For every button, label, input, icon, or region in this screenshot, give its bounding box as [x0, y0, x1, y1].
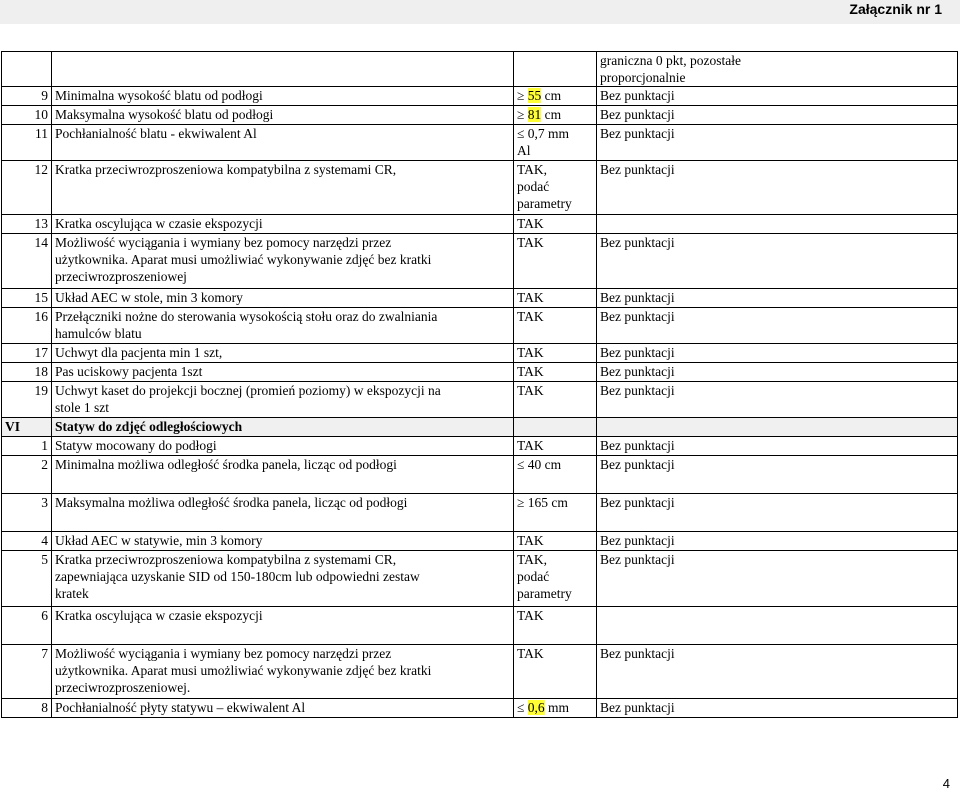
row-requirement: ≥ 55 cm: [514, 87, 597, 106]
row-evaluation: Bez punktacji: [597, 363, 958, 382]
table-row: [2, 363, 958, 382]
row-number: 9: [2, 87, 52, 106]
section-title: Statyw do zdjęć odległościowych: [52, 418, 514, 437]
row-requirement: ≤ 40 cm: [514, 456, 597, 494]
table-row: [2, 494, 958, 532]
row-description: Pochłanialność płyty statywu – ekwiwalent Al: [52, 699, 514, 718]
row-description: Pochłanialność blatu - ekwiwalent Al: [52, 125, 514, 161]
table-row: [2, 215, 958, 234]
row-requirement: TAK: [514, 344, 597, 363]
row-description: Statyw mocowany do podłogi: [52, 437, 514, 456]
row-description: Kratka przeciwrozproszeniowa kompatybilna z systemami CR, zapewniająca uzyskanie SID od 150-180cm lub odpowiedni zestaw kratek: [52, 551, 514, 607]
row-description: Możliwość wyciągania i wymiany bez pomocy narzędzi przez użytkownika. Aparat musi umożliwiać wykonywanie zdjęć bez kratki przeciwrozproszeniowej.: [52, 645, 514, 699]
row-evaluation: Bez punktacji: [597, 344, 958, 363]
row-number: 2: [2, 456, 52, 494]
table-row: [2, 551, 958, 607]
row-evaluation: Bez punktacji: [597, 699, 958, 718]
table-row: [2, 437, 958, 456]
row-description: Uchwyt dla pacjenta min 1 szt,: [52, 344, 514, 363]
row-description: Kratka przeciwrozproszeniowa kompatybilna z systemami CR,: [52, 161, 514, 215]
row-number: 18: [2, 363, 52, 382]
specification-table: [1, 51, 958, 718]
table-row: [2, 161, 958, 215]
row-requirement: TAK, podać parametry: [514, 161, 597, 215]
row-requirement: TAK: [514, 645, 597, 699]
row-number: 3: [2, 494, 52, 532]
row-evaluation: Bez punktacji: [597, 551, 958, 607]
row-evaluation: Bez punktacji: [597, 87, 958, 106]
row-description: Przełączniki nożne do sterowania wysokością stołu oraz do zwalniania hamulców blatu: [52, 308, 514, 344]
row-description: Pas uciskowy pacjenta 1szt: [52, 363, 514, 382]
row-evaluation: Bez punktacji: [597, 308, 958, 344]
row-requirement: ≤ 0,7 mm Al: [514, 125, 597, 161]
row-evaluation: Bez punktacji: [597, 645, 958, 699]
row-evaluation: [597, 607, 958, 645]
eval-cell: graniczna 0 pkt, pozostałe proporcjonalnie: [597, 52, 958, 87]
row-evaluation: Bez punktacji: [597, 382, 958, 418]
table-row: [2, 289, 958, 308]
row-number: 1: [2, 437, 52, 456]
page-header: [0, 0, 960, 24]
highlighted-value: 0,6: [527, 700, 545, 715]
row-number: 15: [2, 289, 52, 308]
row-description: Układ AEC w stole, min 3 komory: [52, 289, 514, 308]
table-row: [2, 87, 958, 106]
row-number: 7: [2, 645, 52, 699]
highlighted-value: 81: [527, 107, 542, 122]
attachment-title: Załącznik nr 1: [849, 1, 942, 17]
row-description: Kratka oscylująca w czasie ekspozycji: [52, 215, 514, 234]
row-description: Kratka oscylująca w czasie ekspozycji: [52, 607, 514, 645]
row-evaluation: Bez punktacji: [597, 161, 958, 215]
row-evaluation: Bez punktacji: [597, 289, 958, 308]
table-row: [2, 344, 958, 363]
row-number: 10: [2, 106, 52, 125]
section-header-row: [2, 418, 958, 437]
row-requirement: TAK: [514, 289, 597, 308]
row-number: 16: [2, 308, 52, 344]
row-requirement: TAK: [514, 234, 597, 289]
row-number: 6: [2, 607, 52, 645]
row-requirement: TAK: [514, 382, 597, 418]
row-description: Uchwyt kaset do projekcji bocznej (promień poziomy) w ekspozycji na stole 1 szt: [52, 382, 514, 418]
table-row: [2, 234, 958, 289]
row-requirement: TAK: [514, 215, 597, 234]
table-row: [2, 308, 958, 344]
table-row: [2, 382, 958, 418]
row-number: 12: [2, 161, 52, 215]
row-requirement: TAK: [514, 532, 597, 551]
row-description: Układ AEC w statywie, min 3 komory: [52, 532, 514, 551]
row-requirement: TAK: [514, 437, 597, 456]
section-number: VI: [2, 418, 52, 437]
table-row: [2, 532, 958, 551]
row-requirement: ≤ 0,6 mm: [514, 699, 597, 718]
row-number: 19: [2, 382, 52, 418]
table-row: [2, 125, 958, 161]
row-requirement: ≥ 81 cm: [514, 106, 597, 125]
row-number: 14: [2, 234, 52, 289]
row-description: Możliwość wyciągania i wymiany bez pomocy narzędzi przez użytkownika. Aparat musi umożliwiać wykonywanie zdjęć bez kratki przeciwrozproszeniowej: [52, 234, 514, 289]
row-number: 4: [2, 532, 52, 551]
row-requirement: TAK, podać parametry: [514, 551, 597, 607]
row-evaluation: Bez punktacji: [597, 456, 958, 494]
row-requirement: TAK: [514, 363, 597, 382]
row-number: 17: [2, 344, 52, 363]
row-evaluation: [597, 215, 958, 234]
table-row: [2, 607, 958, 645]
row-description: Maksymalna wysokość blatu od podłogi: [52, 106, 514, 125]
table-row: [2, 699, 958, 718]
row-requirement: TAK: [514, 308, 597, 344]
row-description: Minimalna możliwa odległość środka panela, licząc od podłogi: [52, 456, 514, 494]
row-evaluation: Bez punktacji: [597, 494, 958, 532]
row-requirement: ≥ 165 cm: [514, 494, 597, 532]
page-number: 4: [942, 776, 950, 791]
row-number: 5: [2, 551, 52, 607]
row-number: 8: [2, 699, 52, 718]
row-description: Minimalna wysokość blatu od podłogi: [52, 87, 514, 106]
row-number: 11: [2, 125, 52, 161]
row-number: 13: [2, 215, 52, 234]
row-evaluation: Bez punktacji: [597, 532, 958, 551]
highlighted-value: 55: [527, 88, 542, 103]
table-row: [2, 456, 958, 494]
table-row-continuation: [2, 52, 958, 87]
row-evaluation: Bez punktacji: [597, 125, 958, 161]
row-description: Maksymalna możliwa odległość środka panela, licząc od podłogi: [52, 494, 514, 532]
row-evaluation: Bez punktacji: [597, 106, 958, 125]
row-evaluation: Bez punktacji: [597, 437, 958, 456]
row-requirement: TAK: [514, 607, 597, 645]
row-evaluation: Bez punktacji: [597, 234, 958, 289]
table-row: [2, 645, 958, 699]
table-row: [2, 106, 958, 125]
